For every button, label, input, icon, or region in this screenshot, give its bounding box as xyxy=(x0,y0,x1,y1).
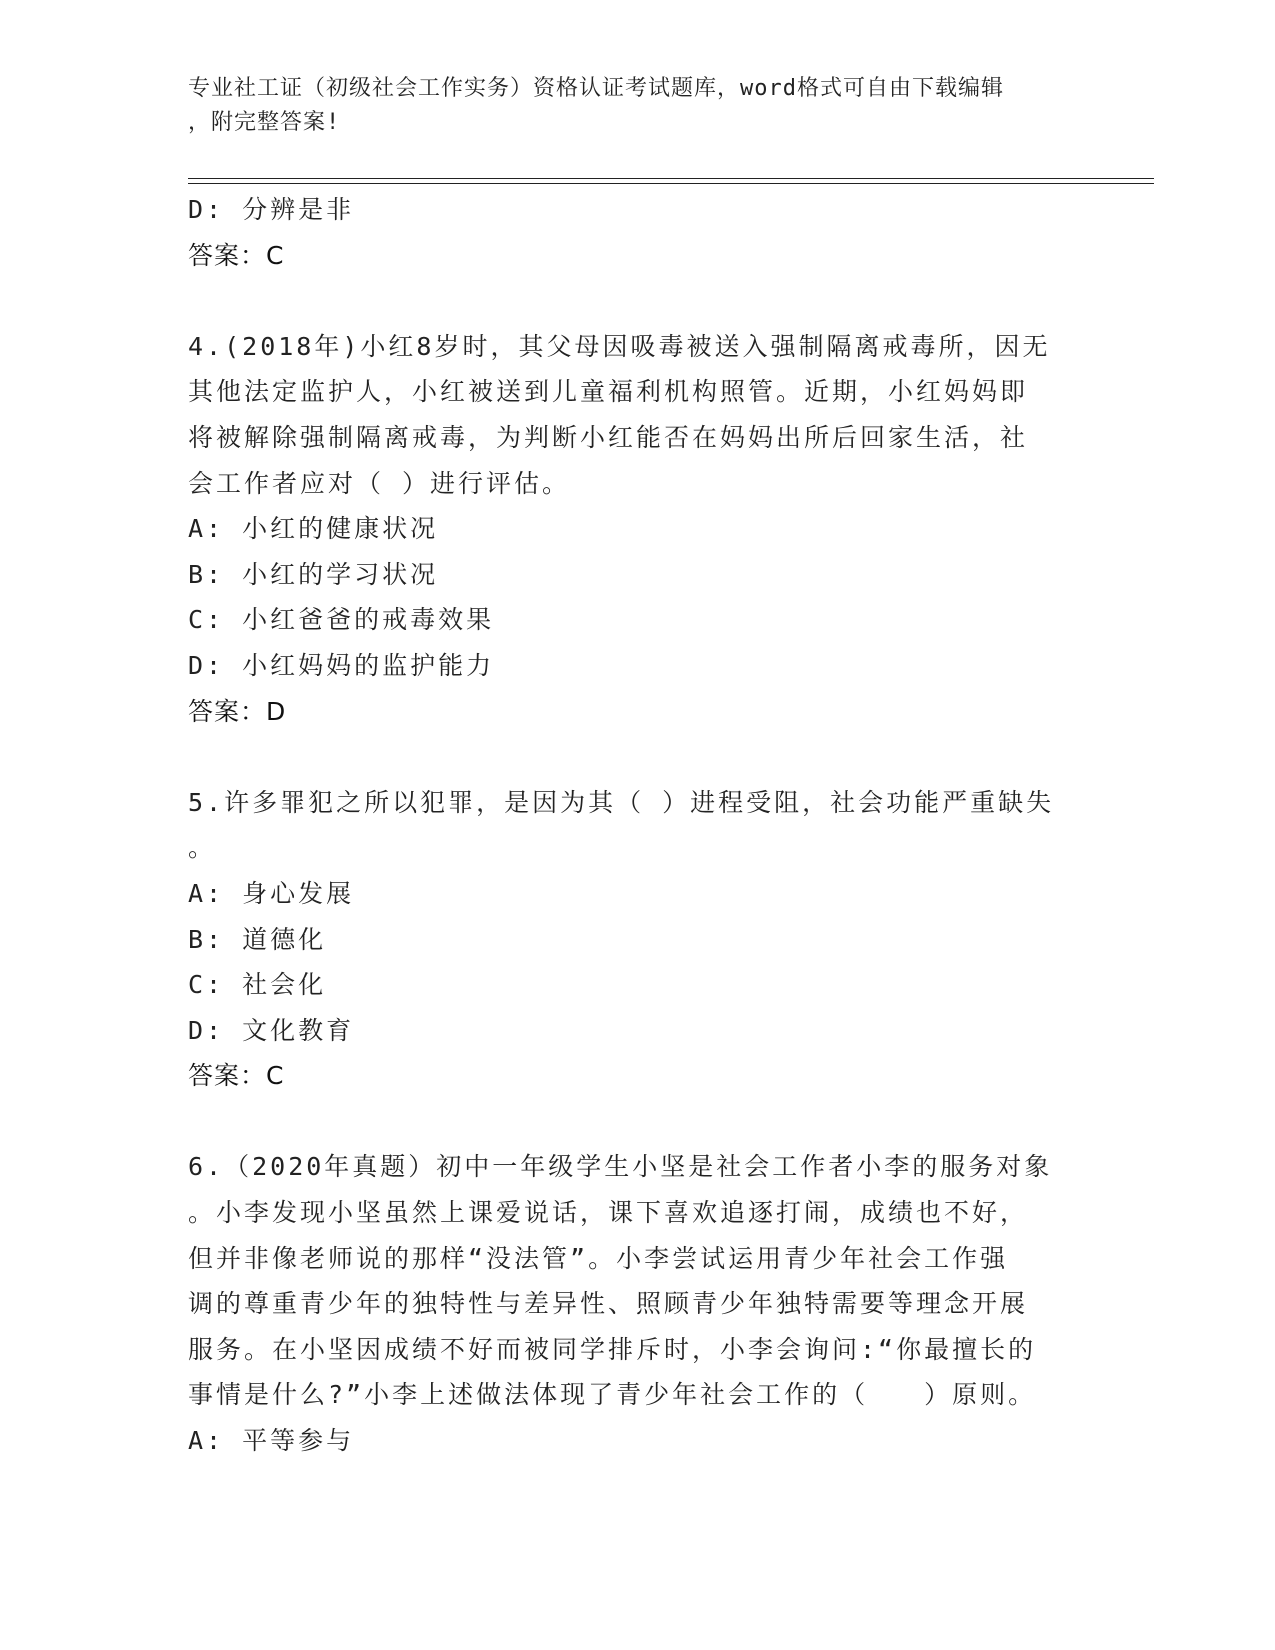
question-6-option-a: A: 平等参与 xyxy=(188,1426,355,1456)
question-6-text-line: 。小李发现小坚虽然上课爱说话，课下喜欢追逐打闹，成绩也不好， xyxy=(188,1198,1029,1228)
question-6-text-line: 服务。在小坚因成绩不好而被同学排斥时，小李会询问:“你最擅长的 xyxy=(188,1334,1037,1364)
header-title-line-1: 专业社工证（初级社会工作实务）资格认证考试题库，word格式可自由下载编辑 xyxy=(188,76,1004,101)
question-4-text-line: 会工作者应对（ ）进行评估。 xyxy=(188,468,571,498)
question-5-answer: 答案：C xyxy=(188,1061,285,1091)
question-5 xyxy=(188,780,1088,871)
header-divider-bottom xyxy=(188,183,1154,184)
header-title-line-2: ，附完整答案! xyxy=(188,110,341,135)
prev-option-d: D: 分辨是非 xyxy=(188,195,355,224)
question-4-option-b: B: 小红的学习状况 xyxy=(188,559,439,589)
question-6-text-line: 但并非像老师说的那样“没法管”。小李尝试运用青少年社会工作强 xyxy=(188,1243,1009,1273)
spacer xyxy=(188,278,1088,324)
question-4-option-a: A: 小红的健康状况 xyxy=(188,514,439,544)
question-5-text-line: 。 xyxy=(188,833,217,863)
question-4-text-line: 4.(2018年)小红8岁时，其父母因吸毒被送入强制隔离戒毒所，因无 xyxy=(188,331,1051,361)
question-4-option-d: D: 小红妈妈的监护能力 xyxy=(188,650,495,680)
question-4 xyxy=(188,324,1088,506)
question-content xyxy=(188,187,1088,1464)
question-6 xyxy=(188,1144,1088,1418)
question-4-option-c: C: 小红爸爸的戒毒效果 xyxy=(188,605,495,635)
spacer xyxy=(188,1099,1088,1145)
question-6-text-line: 6.（2020年真题）初中一年级学生小坚是社会工作者小李的服务对象 xyxy=(188,1152,1053,1182)
question-5-option-c: C: 社会化 xyxy=(188,970,327,1000)
question-4-answer: 答案：D xyxy=(188,696,287,726)
prev-answer: 答案：C xyxy=(188,240,285,270)
question-5-option-a: A: 身心发展 xyxy=(188,878,355,908)
question-5-text-line: 5.许多罪犯之所以犯罪，是因为其（ ）进程受阻，社会功能严重缺失 xyxy=(188,787,1055,817)
spacer xyxy=(188,734,1088,780)
question-4-text-line: 其他法定监护人，小红被送到儿童福利机构照管。近期，小红妈妈即 xyxy=(188,377,1029,407)
header-divider-top xyxy=(188,178,1154,179)
question-5-option-d: D: 文化教育 xyxy=(188,1015,355,1045)
question-6-text-line: 调的尊重青少年的独特性与差异性、照顾青少年独特需要等理念开展 xyxy=(188,1289,1029,1319)
question-4-text-line: 将被解除强制隔离戒毒，为判断小红能否在妈妈出所后回家生活，社 xyxy=(188,422,1029,452)
question-6-text-line: 事情是什么?”小李上述做法体现了青少年社会工作的（ ）原则。 xyxy=(188,1380,1037,1410)
question-5-option-b: B: 道德化 xyxy=(188,924,327,954)
page-header xyxy=(188,72,1068,140)
